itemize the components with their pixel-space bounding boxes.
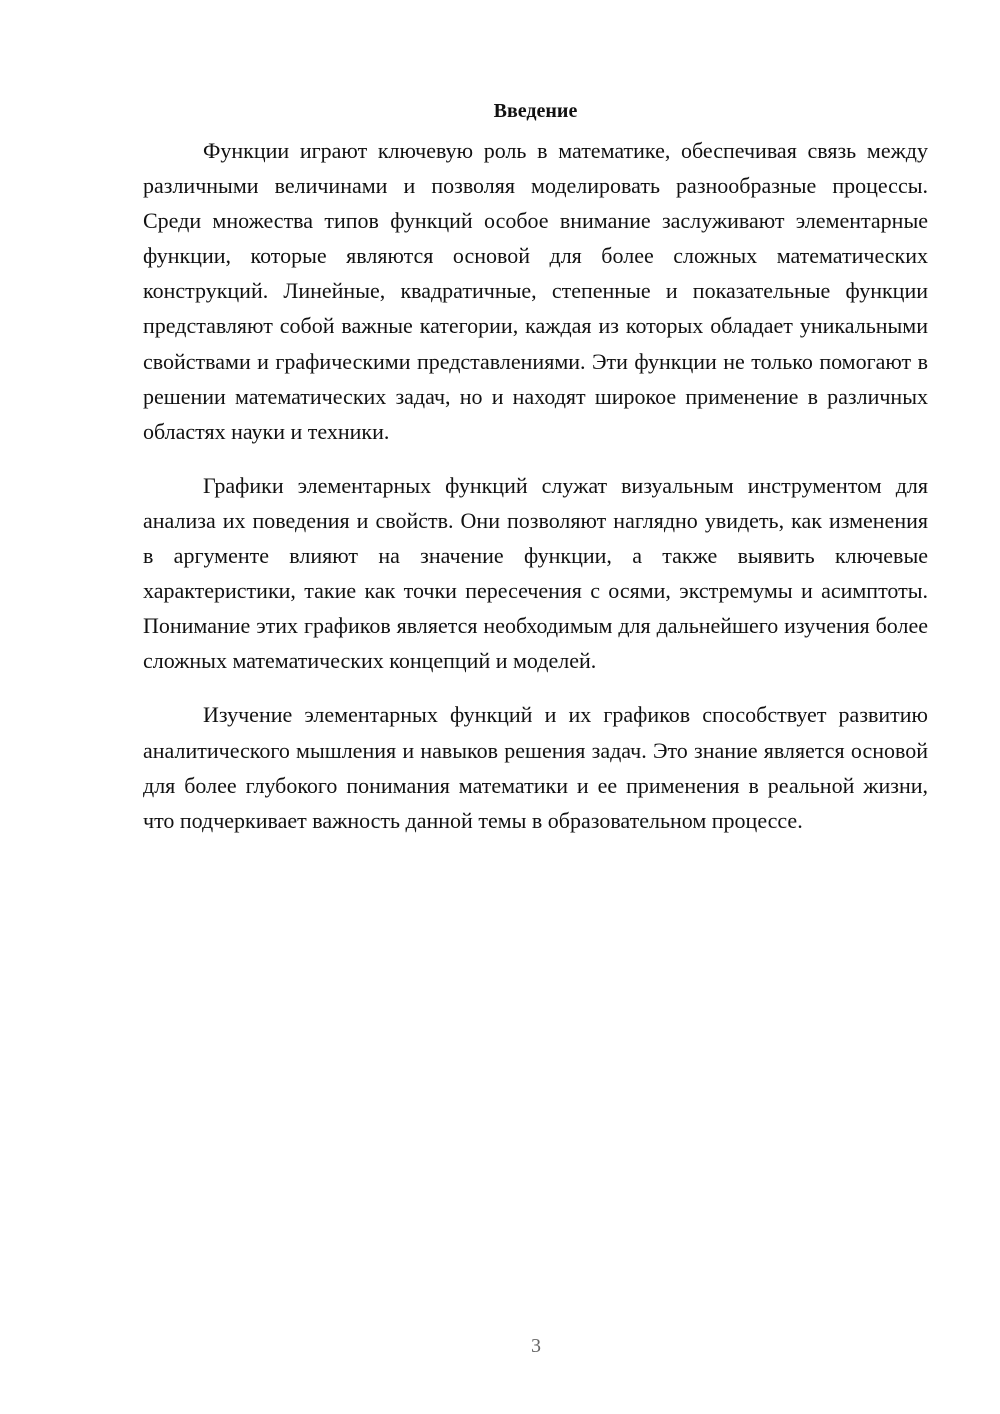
paragraph-1: Функции играют ключевую роль в математике, обеспечивая связь между различными величинами и позволяя моделировать разнообразные процессы. Среди множества типов функций особое внимание заслуживают элементарные функции, которые являются основой для более сложных математических конструкций. Линейные, квадратичные, степенные и показательные функции представляют собой важные категории, каждая из которых обладает уникальными свойствами и графическими представлениями. Эти функции не только помогают в решении математических задач, но и находят широкое применение в различных областях науки и техники.	[143, 138, 928, 444]
page-number: 3	[531, 1335, 541, 1357]
page-content	[143, 96, 928, 857]
paragraph-3: Изучение элементарных функций и их графиков способствует развитию аналитического мышления и навыков решения задач. Это знание является основой для более глубокого понимания математики и ее применения в реальной жизни, что подчеркивает важность данной темы в образовательном процессе.	[143, 702, 928, 833]
paragraph-2: Графики элементарных функций служат визуальным инструментом для анализа их поведения и свойств. Они позволяют наглядно увидеть, как изменения в аргументе влияют на значение функции, а также выявить ключевые характеристики, такие как точки пересечения с осями, экстремумы и асимптоты. Понимание этих графиков является необходимым для дальнейшего изучения более сложных математических концепций и моделей.	[143, 472, 928, 674]
section-title: Введение	[493, 100, 578, 122]
